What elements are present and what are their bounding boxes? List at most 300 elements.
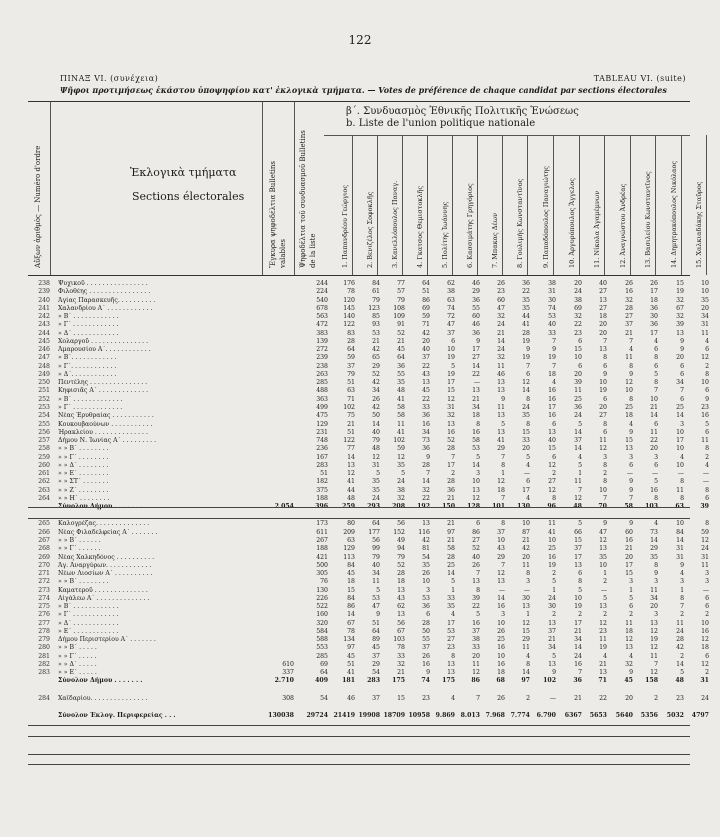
cell-value: 12 xyxy=(650,669,658,677)
cell-value: 6 xyxy=(680,395,684,403)
cell-value: 34 xyxy=(472,403,480,411)
cell-value: 13 xyxy=(548,660,556,668)
cell-value: 1 xyxy=(603,570,607,578)
cell-value: 10 xyxy=(625,387,633,395)
section-name: Δήμου Ν. Ἰωνίας Α΄ . . . . . . . . . xyxy=(58,437,157,445)
cell-value: 4 xyxy=(629,346,633,354)
cell-value: 56 xyxy=(397,619,405,627)
cell-value: 108 xyxy=(393,304,405,312)
cell-value: 71 xyxy=(422,321,430,329)
row-number: 238 xyxy=(38,280,50,287)
cell-value: 53 xyxy=(472,445,480,453)
cell-value: 59 xyxy=(701,528,709,536)
section-name: Χολαργοῦ . . . . . . . . . . . . . . . xyxy=(58,337,149,345)
cell-value: 4 xyxy=(705,461,709,469)
row-number: 258 xyxy=(38,445,50,453)
cell-value: 8.013 xyxy=(460,712,480,720)
cell-value: — xyxy=(523,470,530,478)
row-number: 273 xyxy=(38,586,50,594)
section-name: Σύνολον Δήμου . . . . . . . xyxy=(58,503,143,511)
cell-value: 177 xyxy=(368,528,380,536)
cell-value: 4 xyxy=(526,461,530,469)
list-ballots-column-header: Ψηφοδέλτια τοῦ συνδυασμοῦ Bulletins de la liste xyxy=(299,130,317,268)
cell-value: 18 xyxy=(347,578,355,586)
cell-value: 6 xyxy=(526,478,530,486)
coalition-title-french: b. Liste de l'union politique nationale xyxy=(346,118,536,129)
cell-value: 25 xyxy=(574,395,582,403)
cell-value: 16 xyxy=(422,420,430,428)
cell-value: 7 xyxy=(603,337,607,345)
cell-value: 363 xyxy=(316,395,328,403)
cell-value: 35 xyxy=(522,304,530,312)
cell-value: 12 xyxy=(650,644,658,652)
cell-value: 67 xyxy=(397,627,405,635)
cell-value: 41 xyxy=(347,669,355,677)
cell-value: 12 xyxy=(625,636,633,644)
cell-value: 23 xyxy=(574,329,582,337)
cell-value: 267 xyxy=(316,536,328,544)
cell-value: 13 xyxy=(599,669,607,677)
cell-value: 24 xyxy=(676,627,684,635)
cell-value: 11 xyxy=(701,561,709,569)
cell-value: 6 xyxy=(552,420,556,428)
cell-value: 23 xyxy=(599,627,607,635)
cell-value: 10958 xyxy=(408,712,430,720)
cell-value: 11 xyxy=(676,486,684,494)
cell-value: 1 xyxy=(552,586,556,594)
cell-value: 238 xyxy=(316,362,328,370)
cell-value: 11 xyxy=(397,420,405,428)
cell-value: 2 xyxy=(705,611,709,619)
cell-value: 5 xyxy=(552,578,556,586)
cell-value: 11 xyxy=(650,586,658,594)
cell-value: 53 xyxy=(422,594,430,602)
cell-value: 84 xyxy=(347,594,355,602)
cell-value: 42 xyxy=(372,403,380,411)
cell-value: 6367 xyxy=(564,712,582,720)
cell-value: 2 xyxy=(552,570,556,578)
cell-value: 15 xyxy=(447,387,455,395)
row-number: 245 xyxy=(38,337,50,345)
cell-value: 5 xyxy=(654,370,658,378)
cell-value: 11 xyxy=(497,403,505,411)
cell-value: 8 xyxy=(526,570,530,578)
cell-value: 75 xyxy=(347,412,355,420)
cell-value: 20 xyxy=(650,603,658,611)
cell-value: 44 xyxy=(347,486,355,494)
cell-value: 52 xyxy=(447,437,455,445)
cell-value: 53 xyxy=(447,627,455,635)
cell-value: 13 xyxy=(472,486,480,494)
section-name: » Β΄ . . . . . . . . . . . . xyxy=(58,603,119,611)
cell-value: 3 xyxy=(680,420,684,428)
cell-value: 69 xyxy=(320,660,328,668)
cell-value: 26 xyxy=(497,694,505,702)
cell-value: 9 xyxy=(603,520,607,528)
cell-value: 43 xyxy=(397,594,405,602)
cell-value: 20 xyxy=(650,445,658,453)
cell-value: 20 xyxy=(625,694,633,702)
cell-value: 53 xyxy=(372,329,380,337)
cell-value: 176 xyxy=(343,280,355,287)
table-header-left: ΠΙΝΑΞ VI. (συνέχεια) xyxy=(60,74,159,83)
cell-value: 102 xyxy=(343,403,355,411)
section-name: Κηφισιᾶς Α΄ . . . . . . . . . . . . . xyxy=(58,387,149,395)
cell-value: 14 xyxy=(372,420,380,428)
cell-value: 13 xyxy=(497,578,505,586)
cell-value: 21 xyxy=(574,694,582,702)
table-row xyxy=(28,420,709,429)
cell-value: 29 xyxy=(372,362,380,370)
cell-value: 18 xyxy=(472,412,480,420)
cell-value: 26 xyxy=(372,395,380,403)
cell-value: 30 xyxy=(522,594,530,602)
cell-value: 21 xyxy=(397,337,405,345)
candidate-header: 4. Γκατσος Θεμιστοκλῆς xyxy=(416,185,424,268)
cell-value: 16 xyxy=(472,428,480,436)
cell-value: 26 xyxy=(472,561,480,569)
cell-value: 472 xyxy=(316,321,328,329)
cell-value: 5 xyxy=(526,453,530,461)
candidate-header: 7. Μπακας Δέων xyxy=(491,212,499,268)
cell-value: 94 xyxy=(397,545,405,553)
row-number: 239 xyxy=(38,288,50,296)
row-number: 277 xyxy=(38,619,50,627)
cell-value: 5 xyxy=(376,470,380,478)
cell-value: 236 xyxy=(316,445,328,453)
cell-value: 182 xyxy=(316,478,328,486)
cell-value: 21419 xyxy=(333,712,355,720)
cell-value: 28 xyxy=(447,445,455,453)
cell-value: 8 xyxy=(476,420,480,428)
cell-value: 35 xyxy=(422,561,430,569)
cell-value: 71 xyxy=(347,395,355,403)
cell-value: 31 xyxy=(372,461,380,469)
cell-value: 16 xyxy=(497,660,505,668)
cell-value: 54 xyxy=(372,669,380,677)
spacer xyxy=(28,511,690,520)
cell-value: 10 xyxy=(676,428,684,436)
row-number: 281 xyxy=(38,652,50,660)
cell-value: 37 xyxy=(447,329,455,337)
cell-value: 2 xyxy=(680,652,684,660)
cell-value: 35 xyxy=(372,486,380,494)
cell-value: — xyxy=(498,586,505,594)
cell-value: 27 xyxy=(599,288,607,296)
cell-value: 10 xyxy=(701,288,709,296)
cell-value: 30 xyxy=(650,313,658,321)
cell-value: 103 xyxy=(393,636,405,644)
cell-value: 40 xyxy=(372,428,380,436)
cell-value: 25 xyxy=(497,636,505,644)
cell-value: 64 xyxy=(347,346,355,354)
cell-value: 19 xyxy=(599,644,607,652)
cell-value: 13 xyxy=(548,619,556,627)
cell-value: 37 xyxy=(372,652,380,660)
cell-value: 8 xyxy=(680,478,684,486)
cell-value: 20 xyxy=(522,445,530,453)
table-row xyxy=(28,329,709,338)
cell-value: 33 xyxy=(447,594,455,602)
candidate-header: 8. Γουλιμής Κωνσταντῖνος xyxy=(516,178,524,268)
section-name: Νέας Ἐρυθραίας . . . . . . . . . . . xyxy=(58,412,154,420)
cell-value: 60 xyxy=(625,528,633,536)
cell-value: 272 xyxy=(316,346,328,354)
cell-value: 421 xyxy=(316,553,328,561)
cell-value: 16 xyxy=(548,395,556,403)
cell-value: 14 xyxy=(676,660,684,668)
table-subtitle: Ψῆφοι προτιμήσεως ἑκάστου ὑποψηφίου κατ' ἐκλογικὰ τμήματα. — Votes de préférence de chaque candidat par sections électorales xyxy=(60,85,667,95)
cell-value: 34 xyxy=(701,313,709,321)
cell-value: 34 xyxy=(548,644,556,652)
cell-value: — xyxy=(523,586,530,594)
cell-value: 59 xyxy=(397,445,405,453)
cell-value: 64 xyxy=(372,627,380,635)
cell-value: 5 xyxy=(578,586,582,594)
cell-value: 9 xyxy=(629,520,633,528)
candidate-header: 3. Κανελλόπουλος Παναγ. xyxy=(391,180,399,268)
cell-value: 308 xyxy=(282,694,294,702)
cell-value: 8 xyxy=(654,354,658,362)
cell-value: 97 xyxy=(447,528,455,536)
cell-value: 6 xyxy=(451,337,455,345)
cell-value: 79 xyxy=(347,370,355,378)
cell-value: 13 xyxy=(447,420,455,428)
order-number-column-header: Αὔξων ἀριθμὸς — Numéro d'ordre xyxy=(34,145,42,268)
cell-value: 9 xyxy=(603,370,607,378)
cell-value: 83 xyxy=(347,329,355,337)
section-name: Δήμου Περιστερίου Α΄ . . . . . . . xyxy=(58,636,156,644)
divider xyxy=(579,135,580,275)
cell-value: 20 xyxy=(599,403,607,411)
row-number: 246 xyxy=(38,346,50,354)
cell-value: 17 xyxy=(625,561,633,569)
cell-value: 6 xyxy=(705,652,709,660)
cell-value: 3 xyxy=(654,578,658,586)
cell-value: 32 xyxy=(397,660,405,668)
row-number: 275 xyxy=(38,603,50,611)
cell-value: 13 xyxy=(447,660,455,668)
cell-value: 16 xyxy=(701,412,709,420)
divider xyxy=(655,135,656,275)
cell-value: 9 xyxy=(680,337,684,345)
cell-value: 7 xyxy=(426,470,430,478)
section-name: » » Ε΄ . . . . . xyxy=(58,669,97,677)
cell-value: — xyxy=(600,586,607,594)
cell-value: 36 xyxy=(472,329,480,337)
cell-value: 26 xyxy=(422,570,430,578)
cell-value: 22 xyxy=(472,603,480,611)
cell-value: 47 xyxy=(447,321,455,329)
cell-value: 48 xyxy=(347,494,355,502)
cell-value: 56 xyxy=(397,520,405,528)
section-name: Νέας Χαλκηδόνος . . . . . . . . . . xyxy=(58,553,155,561)
cell-value: 31 xyxy=(447,403,455,411)
cell-value: 22 xyxy=(574,321,582,329)
section-name: Ψυχικοῦ . . . . . . . . . . . . . . . . xyxy=(58,280,148,287)
cell-value: 11 xyxy=(701,437,709,445)
cell-value: 12 xyxy=(522,379,530,387)
cell-value: 19 xyxy=(650,636,658,644)
cell-value: 21 xyxy=(522,536,530,544)
cell-value: 14 xyxy=(497,594,505,602)
cell-value: 25 xyxy=(625,403,633,411)
table-row xyxy=(28,395,709,404)
divider xyxy=(706,135,707,275)
cell-value: 9 xyxy=(629,669,633,677)
cell-value: 7.968 xyxy=(485,712,505,720)
cell-value: 16 xyxy=(625,288,633,296)
cell-value: 22 xyxy=(522,288,530,296)
cell-value: 7 xyxy=(451,453,455,461)
cell-value: 18 xyxy=(497,669,505,677)
cell-value: 2 xyxy=(578,611,582,619)
cell-value: 58 xyxy=(472,437,480,445)
cell-value: 6 xyxy=(705,594,709,602)
cell-value: 6 xyxy=(476,520,480,528)
cell-value: 14 xyxy=(497,337,505,345)
section-name: » Δ΄. . . . . . . . . . . . xyxy=(58,370,117,378)
cell-value: 23 xyxy=(422,694,430,702)
cell-value: 21 xyxy=(447,536,455,544)
candidate-header: 5. Πολίτης Ἰωάννης xyxy=(441,201,449,268)
cell-value: 45 xyxy=(624,677,633,685)
table-row xyxy=(28,570,709,578)
row-number: 248 xyxy=(38,362,50,370)
section-name: » Δ΄ . . . . . . . . . . . . xyxy=(58,619,119,627)
cell-value: 10 xyxy=(574,594,582,602)
cell-value: 16 xyxy=(422,660,430,668)
cell-value: 14 xyxy=(574,428,582,436)
cell-value: 89 xyxy=(372,636,380,644)
row-number: 254 xyxy=(38,412,50,420)
spacer xyxy=(28,703,690,712)
section-name: Καματεροῦ . . . . . . . . . . . . . . xyxy=(58,586,148,594)
cell-value: 62 xyxy=(447,280,455,287)
cell-value: 19 xyxy=(574,603,582,611)
cell-value: 73 xyxy=(650,528,658,536)
cell-value: 16 xyxy=(548,553,556,561)
cell-value: 20 xyxy=(574,370,582,378)
cell-value: 37 xyxy=(422,644,430,652)
cell-value: 12 xyxy=(599,619,607,627)
cell-value: 188 xyxy=(316,545,328,553)
cell-value: 10 xyxy=(599,379,607,387)
divider xyxy=(452,135,453,275)
cell-value: 32 xyxy=(625,296,633,304)
cell-value: 2 xyxy=(526,694,530,702)
cell-value: — xyxy=(651,470,658,478)
cell-value: 13 xyxy=(548,428,556,436)
row-number: 264 xyxy=(38,494,50,502)
cell-value: 28 xyxy=(447,553,455,561)
cell-value: 5 xyxy=(501,420,505,428)
cell-value: 1 xyxy=(680,586,684,594)
cell-value: 57 xyxy=(397,288,405,296)
cell-value: 2.710 xyxy=(274,677,294,685)
cell-value: 26 xyxy=(497,627,505,635)
cell-value: 13 xyxy=(574,561,582,569)
cell-value: 18 xyxy=(599,313,607,321)
cell-value: 8 xyxy=(552,494,556,502)
cell-value: 23 xyxy=(701,403,709,411)
cell-value: 7 xyxy=(552,337,556,345)
table-row xyxy=(28,486,709,495)
cell-value: 7 xyxy=(526,362,530,370)
cell-value: 41 xyxy=(347,478,355,486)
cell-value: 16 xyxy=(701,627,709,635)
cell-value: 4 xyxy=(451,611,455,619)
cell-value: 71 xyxy=(598,677,607,685)
cell-value: 41 xyxy=(397,428,405,436)
cell-value: 2 xyxy=(552,470,556,478)
section-name: Αἰγάλεω Α΄ . . . . . . . . . . . . . . xyxy=(58,594,150,602)
cell-value: 48 xyxy=(573,503,582,511)
table-row xyxy=(28,594,709,603)
cell-value: 9 xyxy=(680,346,684,354)
cell-value: 9 xyxy=(426,453,430,461)
cell-value: 7 xyxy=(680,387,684,395)
cell-value: 8 xyxy=(654,379,658,387)
cell-value: 33 xyxy=(472,644,480,652)
section-name: Σύνολον Ἐκλογ. Περιφερείας . . . xyxy=(58,712,176,720)
cell-value: 74 xyxy=(421,677,430,685)
cell-value: 28 xyxy=(422,619,430,627)
divider xyxy=(402,135,403,275)
cell-value: 285 xyxy=(316,379,328,387)
cell-value: 9 xyxy=(629,370,633,378)
cell-value: 21 xyxy=(347,420,355,428)
cell-value: 120 xyxy=(343,296,355,304)
cell-value: 5 xyxy=(578,420,582,428)
cell-value: 3 xyxy=(476,470,480,478)
cell-value: 33 xyxy=(548,329,556,337)
section-name: » Δ΄ . . . . . . . . . . . . xyxy=(58,329,119,337)
cell-value: 13 xyxy=(676,329,684,337)
cell-value: 18 xyxy=(701,644,709,652)
cell-value: 19 xyxy=(522,354,530,362)
table-row xyxy=(28,652,709,661)
table-row xyxy=(28,553,709,562)
cell-value: 31 xyxy=(700,677,709,685)
table-row xyxy=(28,636,709,644)
cell-value: 20 xyxy=(574,280,582,287)
cell-value: 39 xyxy=(574,379,582,387)
cell-value: 19 xyxy=(522,337,530,345)
row-number: 262 xyxy=(38,478,50,486)
cell-value: 21 xyxy=(372,337,380,345)
cell-value: 3 xyxy=(603,453,607,461)
cell-value: 54 xyxy=(320,694,328,702)
cell-value: 91 xyxy=(397,321,405,329)
section-name: » » Β΄ . . . . . . . . xyxy=(58,578,109,586)
cell-value: 678 xyxy=(316,304,328,312)
cell-value: 5653 xyxy=(589,712,607,720)
cell-value: 12 xyxy=(347,470,355,478)
cell-value: 2 xyxy=(603,611,607,619)
cell-value: 14 xyxy=(650,536,658,544)
row-number: 270 xyxy=(38,561,50,569)
cell-value: 43 xyxy=(422,370,430,378)
cell-value: — xyxy=(549,694,556,702)
cell-value: 6 xyxy=(578,362,582,370)
divider xyxy=(630,135,631,275)
cell-value: 101 xyxy=(492,503,505,511)
cell-value: 38 xyxy=(574,296,582,304)
cell-value: 36 xyxy=(447,486,455,494)
cell-value: 13 xyxy=(497,387,505,395)
cell-value: 49 xyxy=(397,536,405,544)
